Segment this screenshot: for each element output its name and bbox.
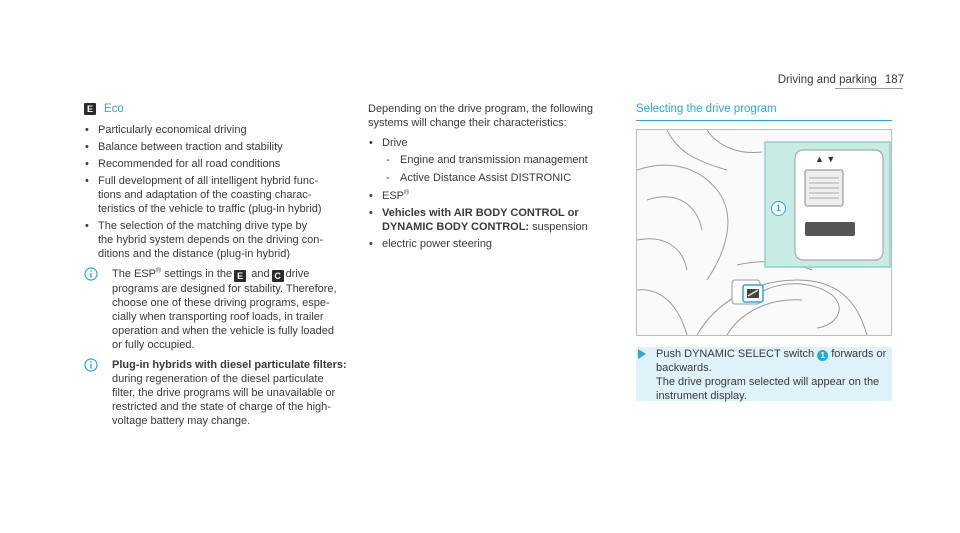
page-number: 187 — [884, 74, 904, 86]
dynamic-select-figure — [636, 129, 892, 336]
note-plugin-hybrid — [84, 358, 354, 428]
header-rule — [835, 88, 903, 89]
callout-number: 1 — [771, 201, 786, 216]
center-console-illustration — [637, 130, 891, 335]
text-line: systems will change their characteristics: — [368, 117, 567, 129]
text-line: The drive program selected will appear on the — [656, 376, 880, 388]
list-item: • Balance between traction and stability — [84, 140, 354, 154]
eco-mode-icon: E — [234, 270, 246, 282]
text-line: instrument display. — [656, 390, 747, 402]
note-esp — [84, 267, 354, 352]
section-title: Driving and parking — [777, 74, 877, 86]
drive-sublist — [382, 153, 608, 185]
text-line: tions and adaptation of the coasting charac- — [98, 189, 312, 201]
text-line: teristics of the vehicle to traffic (plug-in hybrid) — [98, 203, 322, 215]
section-heading: Selecting the drive program — [636, 103, 777, 115]
text-span: The ESP — [112, 268, 157, 280]
list-item — [368, 136, 608, 185]
text-line: or fully occupied. — [112, 339, 195, 351]
column-eco — [84, 102, 354, 428]
superscript: ® — [404, 189, 410, 197]
text-line: choose one of these driving programs, espe- — [112, 297, 330, 309]
eco-bullet-list — [84, 123, 354, 261]
list-item: • electric power steering — [368, 237, 608, 251]
text-span: and — [251, 268, 270, 280]
list-item — [368, 189, 608, 203]
text-span: drive — [285, 268, 310, 280]
column-selecting — [636, 102, 892, 336]
text-line: Depending on the drive program, the following — [368, 103, 594, 115]
info-icon — [84, 358, 98, 372]
instruction-block — [636, 347, 892, 401]
sublist-item: - Engine and transmission management — [382, 153, 608, 167]
text-line: operation and when the vehicle is fully loaded — [112, 325, 334, 337]
list-item: • Recommended for all road conditions — [84, 157, 354, 171]
text-span: forwards or — [831, 348, 887, 360]
text-line: filter, the drive programs will be unavailable or — [112, 387, 336, 399]
vehicles-condition: DYNAMIC BODY CONTROL: — [382, 221, 530, 233]
eco-mode-icon: E — [84, 103, 96, 115]
vehicles-condition: Vehicles with AIR BODY CONTROL or — [382, 207, 579, 219]
switch-arrows: ▲ ▼ — [815, 154, 836, 164]
text-line: voltage battery may change. — [112, 415, 251, 427]
play-arrow-icon — [638, 349, 646, 359]
text-line: programs are designed for stability. Therefore, — [112, 283, 337, 295]
page-header — [778, 73, 904, 87]
eco-title: Eco — [104, 103, 124, 115]
text-line: ditions and the distance (plug-in hybrid) — [98, 248, 291, 260]
text-line: during regeneration of the diesel particulate — [112, 373, 324, 385]
list-item — [84, 174, 354, 216]
sublist-item: - Active Distance Assist DISTRONIC — [382, 171, 608, 185]
list-item — [84, 219, 354, 261]
text-line: Full development of all intelligent hybrid func- — [98, 175, 319, 187]
text-line: The selection of the matching drive type by — [98, 220, 308, 232]
info-icon — [84, 267, 98, 281]
instruction-text — [656, 347, 890, 403]
list-item — [368, 206, 608, 234]
comfort-mode-icon: C — [272, 270, 284, 282]
text-line: backwards. — [656, 362, 712, 374]
text-line: the hybrid system depends on the driving con- — [98, 234, 324, 246]
callout-number: 1 — [817, 350, 828, 361]
heading-rule — [636, 120, 892, 121]
dynamic-label: DYNAMIC — [815, 237, 849, 244]
column-systems — [368, 102, 608, 254]
suspension-label: suspension — [529, 221, 588, 233]
text-span: settings in the — [161, 268, 233, 280]
text-line: restricted and the state of charge of the high- — [112, 401, 331, 413]
superscript: ® — [156, 267, 162, 275]
systems-intro — [368, 102, 608, 130]
list-item: • Particularly economical driving — [84, 123, 354, 137]
eco-heading — [84, 102, 354, 116]
note-title: Plug-in hybrids with diesel particulate filters: — [112, 359, 347, 371]
text-span: Push DYNAMIC SELECT switch — [656, 348, 815, 360]
systems-list — [368, 136, 608, 251]
text-line: cially when transporting roof loads, in trailer — [112, 311, 324, 323]
drive-label: Drive — [382, 137, 408, 149]
esp-label: ESP — [382, 190, 405, 202]
